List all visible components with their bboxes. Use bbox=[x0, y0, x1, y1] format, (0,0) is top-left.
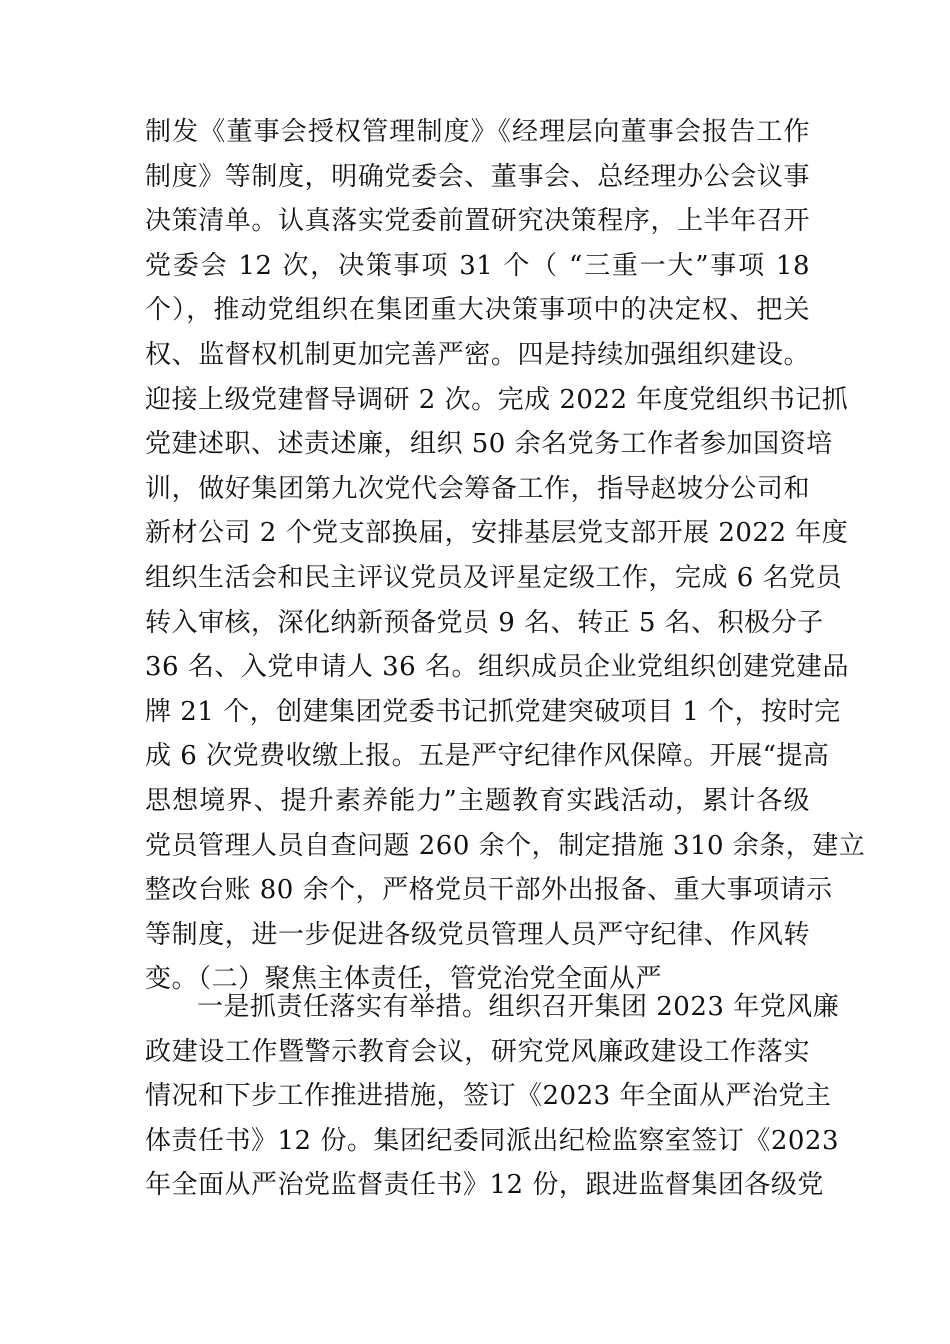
paragraph-line: 整改台账 80 余个，严格党员干部外出报备、重大事项请示 bbox=[145, 875, 833, 906]
paragraph-line: 党员管理人员自查问题 260 余个，制定措施 310 余条，建立 bbox=[145, 830, 866, 861]
paragraph-line: 党委会 12 次，决策事项 31 个（ “三重一大”事项 18 bbox=[145, 250, 810, 281]
paragraph-line: 成 6 次党费收缴上报。五是严守纪律作风保障。开展“提高 bbox=[145, 741, 830, 772]
paragraph-line: 制发《董事会授权管理制度》《经理层向董事会报告工作 bbox=[145, 117, 810, 147]
paragraph-line: 年全面从严治党监督责任书》12 份，跟进监督集团各级党 bbox=[145, 1170, 824, 1201]
paragraph-line: 等制度，进一步促进各级党员管理人员严守纪律、作风转 bbox=[145, 919, 810, 950]
section-heading-line: 变。（二）聚焦主体责任，管党治党全面从严 bbox=[145, 964, 663, 995]
paragraph-line: 政建设工作暨警示教育会议，研究党风廉政建设工作落实 bbox=[145, 1036, 810, 1067]
paragraph-line: 转入审核，深化纳新预备党员 9 名、转正 5 名、积极分子 bbox=[145, 607, 824, 638]
paragraph-line: 权、监督权机制更加完善严密。四是持续加强组织建设。 bbox=[145, 339, 810, 370]
paragraph-line: 组织生活会和民主评议党员及评星定级工作，完成 6 名党员 bbox=[145, 562, 843, 593]
paragraph-line: 新材公司 2 个党支部换届，安排基层党支部开展 2022 年度 bbox=[145, 518, 849, 549]
paragraph-line: 体责任书》12 份。集团纪委同派出纪检监察室签订《2023 bbox=[145, 1125, 840, 1156]
paragraph-line: 36 名、入党申请人 36 名。组织成员企业党组织创建党建品 bbox=[145, 652, 849, 683]
paragraph-2 bbox=[145, 985, 840, 1208]
paragraph-line: 思想境界、提升素养能力”主题教育实践活动，累计各级 bbox=[145, 785, 810, 816]
paragraph-1 bbox=[145, 110, 866, 1002]
paragraph-line: 个），推动党组织在集团重大决策事项中的决定权、把关 bbox=[145, 295, 810, 326]
paragraph-first-line: 一是抓责任落实有举措。组织召开集团 2023 年党风廉 bbox=[197, 992, 840, 1022]
paragraph-line: 决策清单。认真落实党委前置研究决策程序，上半年召开 bbox=[145, 206, 810, 237]
paragraph-line: 党建述职、述责述廉，组织 50 余名党务工作者参加国资培 bbox=[145, 429, 833, 460]
paragraph-line: 牌 21 个，创建集团党委书记抓党建突破项目 1 个，按时完 bbox=[145, 696, 841, 727]
paragraph-line: 迎接上级党建督导调研 2 次。完成 2022 年度党组织书记抓 bbox=[145, 384, 849, 415]
paragraph-line: 训，做好集团第九次党代会筹备工作，指导赵坡分公司和 bbox=[145, 473, 810, 504]
paragraph-line: 情况和下步工作推进措施，签订《2023 年全面从严治党主 bbox=[145, 1081, 832, 1112]
paragraph-line: 制度》等制度，明确党委会、董事会、总经理办公会议事 bbox=[145, 161, 810, 192]
